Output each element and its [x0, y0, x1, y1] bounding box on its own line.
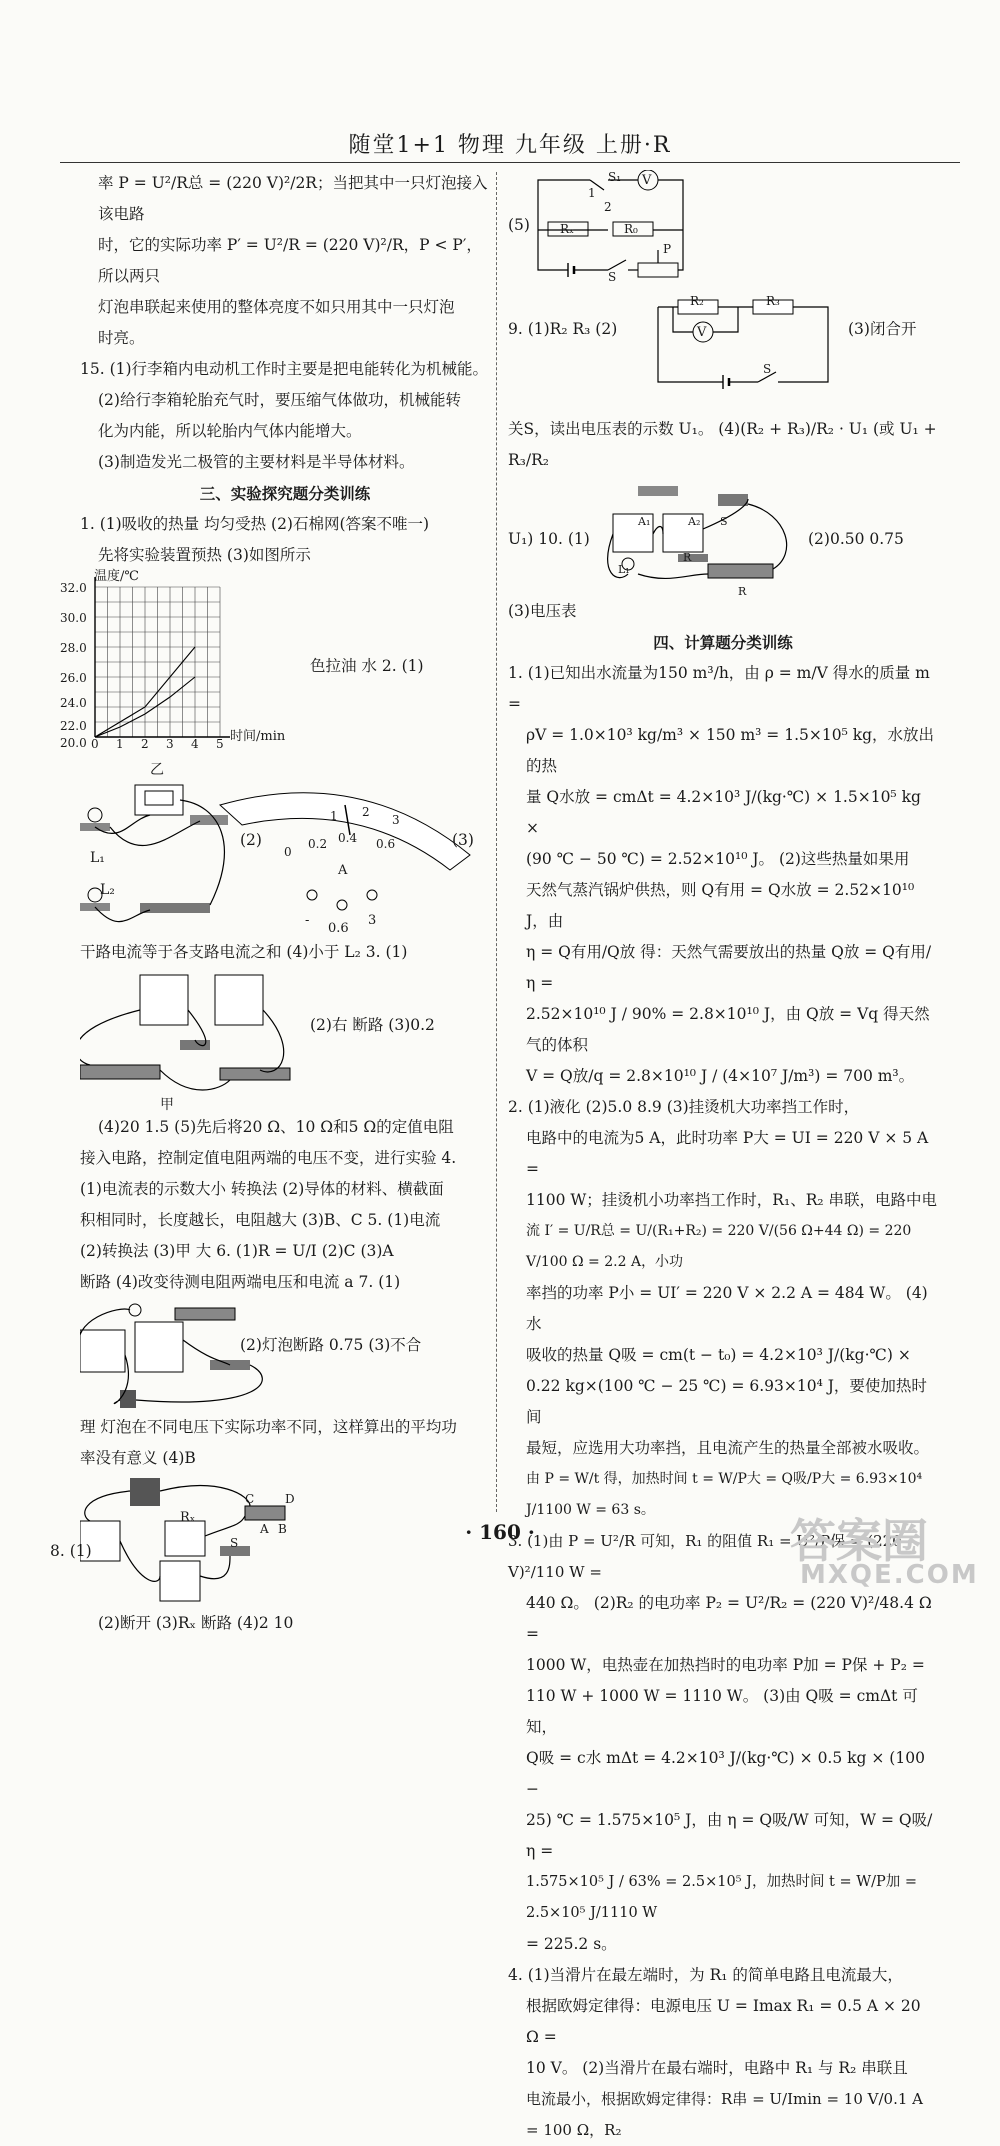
text-line: 天然气蒸汽锅炉供热，则 Q有用 = Q水放 = 2.52×10¹⁰ J，由 [526, 881, 915, 930]
text-line: 吸收的热量 Q吸 = cm(t − t₀) = 4.2×10³ J/(kg·℃) × [526, 1346, 911, 1364]
xtick: 2 [141, 737, 149, 751]
text-line: U₁) 10. (1) [508, 530, 590, 548]
terminal-label: - [305, 913, 310, 928]
graph-ylabel: 温度/℃ [94, 569, 139, 584]
text-line: = 225.2 s。 [526, 1935, 617, 1953]
scale-label: 0.6 [376, 837, 396, 851]
text-line: 色拉油 水 2. (1) [310, 657, 424, 675]
circuit-figure-10 [508, 484, 938, 598]
scale-label: 1 [330, 809, 338, 823]
text-line: (3) [452, 831, 474, 849]
text-line: 1000 W，电热壶在加热挡时的电功率 P加 = P保 + P₂ = [526, 1656, 925, 1674]
text-line: 率挡的功率 P小 = UI′ = 220 V × 2.2 A = 484 W。 (4)水 [526, 1284, 928, 1333]
ytick: 32.0 [60, 581, 87, 595]
temperature-graph-svg [80, 573, 490, 743]
terminal-label: 0.6 [328, 921, 349, 936]
text-line: 积相同时，长度越长，电阻越大 (3)B、C 5. (1)电流 [80, 1211, 441, 1229]
calc-answer-3: 3. (1)由 P = U²/R 可知，R₁ 的阻值 R₁ = U²/P保 = (220 V)²/110 W = [508, 1532, 902, 1581]
ytick: 20.0 [60, 736, 87, 750]
circuit-9-svg [508, 292, 938, 412]
scale-label: 2 [362, 805, 370, 819]
ytick: 22.0 [60, 719, 87, 733]
text-line: 量 Q水放 = cmΔt = 4.2×10³ J/(kg·℃) × 1.5×10⁵ kg × [526, 788, 921, 837]
text-line: ρV = 1.0×10³ kg/m³ × 150 m³ = 1.5×10⁵ kg，水放出的热 [526, 726, 935, 775]
label-1: 1 [588, 186, 596, 200]
right-column [508, 168, 938, 2146]
text-line: 灯泡串联起来使用的整体亮度不如只用其中一只灯泡 [98, 298, 455, 316]
text-line: 根据欧姆定律得：电源电压 U = Imax R₁ = 0.5 A × 20 Ω = [526, 1997, 921, 2046]
label-L: L₁ [618, 563, 630, 576]
circuit-figure-7 [80, 1300, 490, 1410]
text-line: 接入电路，控制定值电阻两端的电压不变，进行实验 4. [80, 1149, 457, 1167]
answer-15: 15. (1)行李箱内电动机工作时主要是把电能转化为机械能。 [80, 360, 489, 378]
label-A2: A₂ [688, 515, 701, 528]
text-line: 时，它的实际功率 P′ = U²/R = (220 V)²/R，P < P′，所以两只 [98, 236, 482, 285]
text-line: 25) ℃ = 1.575×10⁵ J，由 η = Q吸/W 可知，W = Q吸/η = [526, 1811, 933, 1860]
text-line: 8. (1) [50, 1542, 92, 1560]
label-S: S [720, 515, 728, 528]
exp-answer-1: 1. (1)吸收的热量 均匀受热 (2)石棉网(答案不唯一) [80, 515, 430, 533]
label-S: S [763, 362, 772, 376]
page-header [60, 128, 960, 163]
label-R2: R₂ [690, 294, 704, 308]
text-line: V = Q放/q = 2.8×10¹⁰ J / (4×10⁷ J/m³) = 700 m³。 [526, 1067, 915, 1085]
text-line: (3)闭合开 [848, 320, 917, 338]
text-line: 电流最小，根据欧姆定律得：R串 = U/Imin = 10 V/0.1 A = 100 Ω，R₂ [526, 2090, 924, 2139]
label-D: D [285, 1492, 295, 1506]
xtick: 1 [116, 737, 124, 751]
voltmeter-label: V [697, 325, 707, 340]
label-2: 2 [604, 200, 612, 214]
label-S1: S₁ [608, 170, 622, 184]
text-line: 化为内能，所以轮胎内气体内能增大。 [98, 422, 362, 440]
text-line: (90 ℃ − 50 ℃) = 2.52×10¹⁰ J。 (2)这些热量如果用 [526, 850, 910, 868]
text-line: (3)制造发光二极管的主要材料是半导体材料。 [98, 453, 415, 471]
text-line: (2)0.50 0.75 [808, 530, 904, 548]
label-S: S [230, 1536, 239, 1550]
text-line: (2)右 断路 (3)0.2 [310, 1016, 435, 1034]
label-A1: A₁ [638, 515, 651, 528]
text-line: (2)给行李箱轮胎充气时，要压缩气体做功，机械能转 [98, 391, 461, 409]
text-line: 由 P = W/t 得，加热时间 t = W/P大 = Q吸/P大 = 6.93×10⁴ J/1100 W = 63 s。 [526, 1471, 923, 1518]
header-title: 随堂1+1 物理 九年级 上册·R [348, 133, 672, 158]
calc-answer-4: 4. (1)当滑片在最左端时，为 R₁ 的简单电路且电流最大， [508, 1966, 903, 1984]
section-heading-3: 三、实验探究题分类训练 [199, 484, 371, 503]
terminal-label: 3 [368, 913, 377, 928]
text-line: Q吸 = c水 mΔt = 4.2×10³ J/(kg·℃) × 0.5 kg × (100 − [526, 1749, 925, 1798]
scale-label: 0 [284, 845, 292, 859]
text-line: 率没有意义 (4)B [80, 1449, 196, 1467]
text-line: η = Q有用/Q放 得：天然气需要放出的热量 Q放 = Q有用/η = [526, 943, 932, 992]
text-line: (4)20 1.5 (5)先后将20 Ω、10 Ω和5 Ω的定值电阻 [98, 1118, 454, 1136]
text-line: (2)断开 (3)Rₓ 断路 (4)2 10 [98, 1614, 294, 1632]
label-R0: R₀ [624, 222, 638, 236]
text-line: 440 Ω。 (2)R₂ 的电功率 P₂ = U²/R₂ = (220 V)²/48.4 Ω = [526, 1594, 932, 1643]
calc-answer-2: 2. (1)液化 (2)5.0 8.9 (3)挂烫机大功率挡工作时， [508, 1098, 860, 1116]
text-line: 时亮。 [98, 329, 145, 347]
xtick: 0 [91, 737, 99, 751]
text-line: 10 V。 (2)当滑片在最右端时，电路中 R₁ 与 R₂ 串联且 [526, 2059, 908, 2077]
text-line: (2) [240, 831, 262, 849]
label-L1: L₁ [90, 850, 105, 866]
text-line: 1.575×10⁵ J / 63% = 2.5×10⁵ J，加热时间 t = W/P加 = 2.5×10⁵ J/1110 W [526, 1874, 918, 1921]
label-A: A [260, 1522, 269, 1536]
label-R: R [683, 551, 692, 564]
watermark-logo: 答案圈 [790, 1514, 928, 1568]
label-R3: R₃ [766, 294, 780, 308]
watermark-site: MXQE.COM [800, 1560, 979, 1590]
calc-answer-1: 1. (1)已知出水流量为150 m³/h，由 ρ = m/V 得水的质量 m = [508, 664, 930, 713]
text-line: 流 I′ = U/R总 = U/(R₁+R₂) = 220 V/(56 Ω+44 Ω) = 220 V/100 Ω = 2.2 A，小功 [526, 1223, 912, 1270]
text-line: (1)电流表的示数大小 转换法 (2)导体的材料、横截面 [80, 1180, 444, 1198]
circuit-figure-9 [508, 292, 938, 412]
ytick: 28.0 [60, 641, 87, 655]
ytick: 30.0 [60, 611, 87, 625]
label-Rx: Rₓ [560, 222, 575, 236]
text-line: 1100 W；挂烫机小功率挡工作时，R₁、R₂ 串联，电路中电 [526, 1191, 938, 1209]
ammeter-label: A [338, 863, 348, 878]
text-line: 断路 (4)改变待测电阻两端电压和电流 a 7. (1) [80, 1273, 401, 1291]
label-Rx8: Rₓ [180, 1510, 196, 1525]
text-line: 电路中的电流为5 A，此时功率 P大 = UI = 220 V × 5 A = [526, 1129, 929, 1178]
label-S: S [608, 270, 617, 284]
graph-xlabel: 时间/min [230, 729, 286, 744]
text-line: (3)电压表 [508, 602, 577, 620]
text-line: 最短，应选用大功率挡，且电流产生的热量全部被水吸收。 [526, 1439, 930, 1457]
scale-label: 0.4 [338, 831, 358, 845]
xtick: 4 [191, 737, 199, 751]
scale-label: 3 [392, 813, 400, 827]
circuit-figure-3 [80, 970, 490, 1113]
text-line: 理 灯泡在不同电压下实际功率不同，这样算出的平均功 [80, 1418, 457, 1436]
ytick: 26.0 [60, 671, 87, 685]
label-R: R [738, 585, 747, 598]
voltmeter-label: V [642, 173, 652, 188]
circuit-figure-2 [80, 762, 490, 936]
scale-label: 0.2 [308, 837, 328, 851]
text-line: 0.22 kg×(100 ℃ − 25 ℃) = 6.93×10⁴ J，要使加热时间 [526, 1377, 927, 1426]
left-column [50, 168, 490, 1639]
text-line: 关S，读出电压表的示数 U₁。 (4)(R₂ + R₃)/R₂ · U₁ (或 U₁ + R₃/R₂ [508, 420, 937, 469]
label-C: C [245, 1492, 255, 1506]
text-line: 先将实验装置预热 (3)如图所示 [98, 546, 311, 564]
label-B: B [278, 1522, 287, 1536]
text-line: (2)转换法 (3)甲 大 6. (1)R = U/I (2)C (3)A [80, 1242, 394, 1260]
column-divider [496, 172, 497, 1512]
circuit-figure-5 [508, 170, 938, 290]
text-line: 率 P = U²/R总 = (220 V)²/2R；当把其中一只灯泡接入该电路 [98, 174, 488, 223]
ytick: 24.0 [60, 696, 87, 710]
section-heading-4: 四、计算题分类训练 [653, 633, 793, 652]
label-L2: L₂ [100, 882, 115, 898]
xtick: 3 [166, 737, 174, 751]
label-yi: 乙 [150, 762, 164, 778]
text-line: (5) [508, 216, 530, 234]
label-P: P [663, 242, 672, 256]
text-line: 9. (1)R₂ R₃ (2) [508, 320, 618, 338]
page-number: · 160 · [465, 1520, 535, 1544]
xtick: 5 [216, 737, 224, 751]
text-line: (2)灯泡断路 0.75 (3)不合 [240, 1336, 422, 1354]
label-jia: 甲 [160, 1097, 174, 1113]
text-line: 2.52×10¹⁰ J / 90% = 2.8×10¹⁰ J，由 Q放 = Vq 得天然气的体积 [526, 1005, 930, 1054]
text-line: 110 W + 1000 W = 1110 W。 (3)由 Q吸 = cmΔt 可知， [526, 1687, 918, 1736]
temperature-graph [60, 569, 490, 751]
text-line: 干路电流等于各支路电流之和 (4)小于 L₂ 3. (1) [80, 943, 408, 961]
